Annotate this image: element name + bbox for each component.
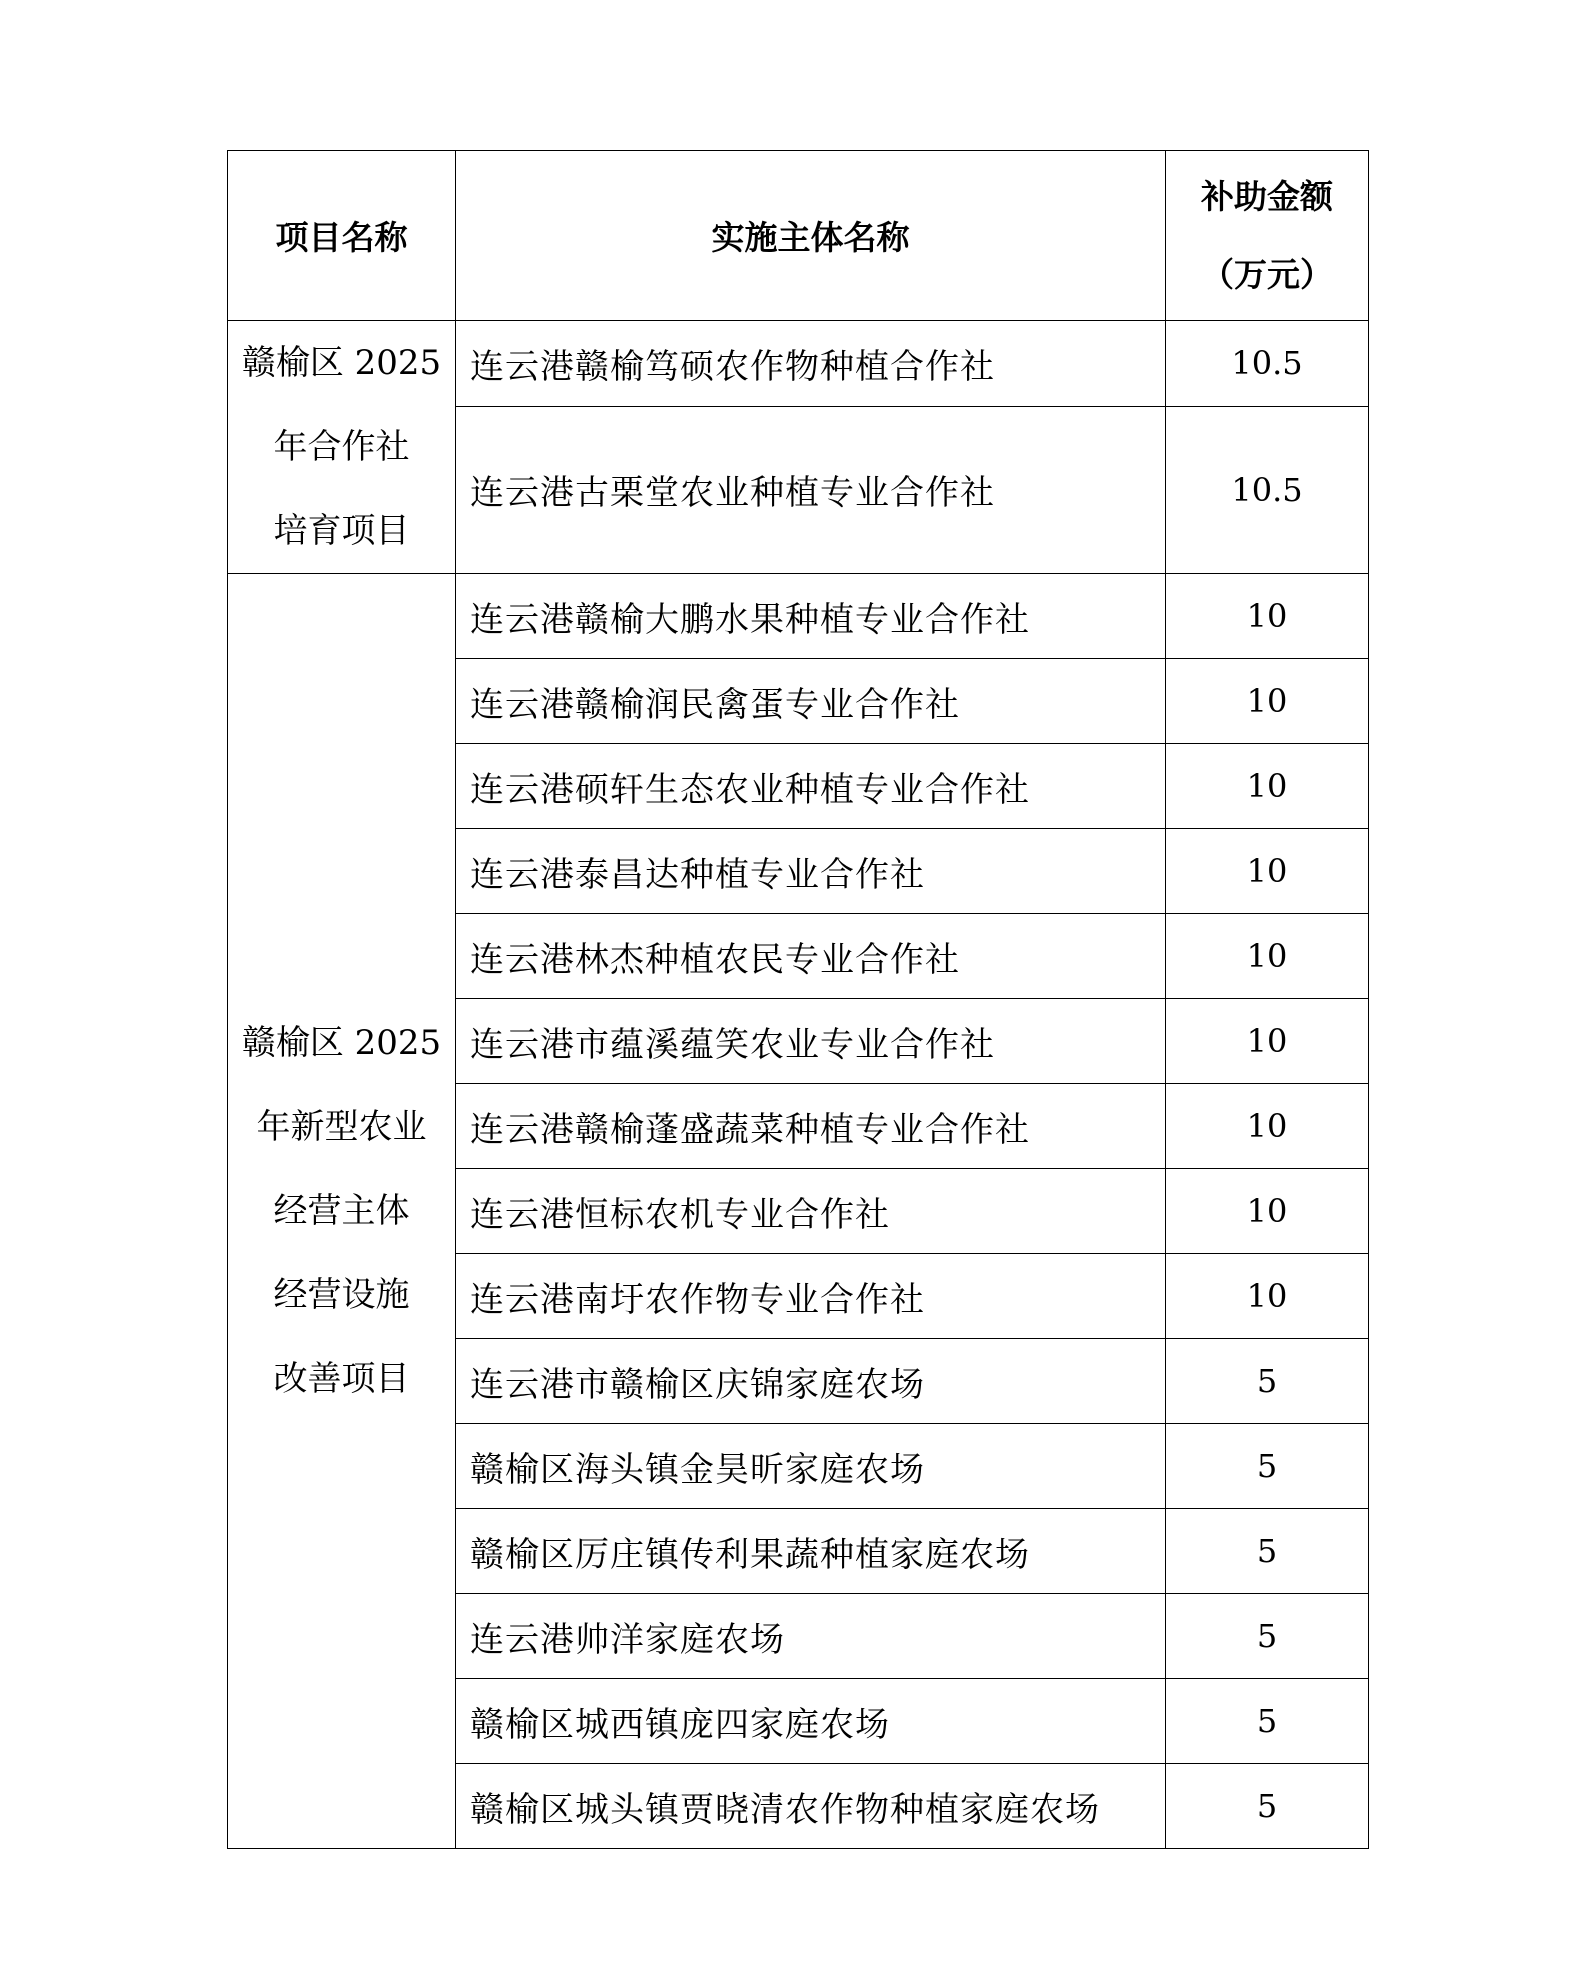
subsidy-amount-cell: 10 [1166, 914, 1369, 999]
header-subsidy-amount [1166, 151, 1369, 321]
project-name-line: 经营设施 [273, 1275, 410, 1315]
subsidy-amount-cell: 5 [1166, 1594, 1369, 1679]
subsidy-amount-cell: 10 [1166, 829, 1369, 914]
subsidy-amount-cell: 10 [1166, 574, 1369, 659]
entity-name-cell: 连云港南圩农作物专业合作社 [456, 1254, 1166, 1339]
entity-name-cell: 连云港恒标农机专业合作社 [456, 1169, 1166, 1254]
subsidy-amount-cell: 10 [1166, 1169, 1369, 1254]
entity-name-cell: 连云港赣榆大鹏水果种植专业合作社 [456, 574, 1166, 659]
entity-name-cell: 赣榆区海头镇金昊昕家庭农场 [456, 1424, 1166, 1509]
table-header-row [228, 151, 1369, 321]
entity-name-cell: 赣榆区城西镇庞四家庭农场 [456, 1679, 1166, 1764]
project-name-line: 改善项目 [273, 1359, 410, 1399]
project-name-line: 年新型农业 [256, 1107, 427, 1147]
project-name-line: 赣榆区 2025 [241, 1023, 442, 1063]
subsidy-amount-cell: 5 [1166, 1339, 1369, 1424]
project-name-line: 赣榆区 2025 [241, 343, 442, 383]
header-project-name: 项目名称 [228, 151, 456, 321]
entity-name-cell: 赣榆区城头镇贾晓清农作物种植家庭农场 [456, 1764, 1166, 1849]
project-name-line: 培育项目 [273, 511, 410, 551]
entity-name-cell: 连云港硕轩生态农业种植专业合作社 [456, 744, 1166, 829]
project-name-cell [228, 574, 456, 1849]
subsidy-amount-cell: 10 [1166, 999, 1369, 1084]
table-row [228, 574, 1369, 659]
entity-name-cell: 连云港泰昌达种植专业合作社 [456, 829, 1166, 914]
entity-name-cell: 连云港古栗堂农业种植专业合作社 [456, 406, 1166, 573]
subsidy-amount-cell: 5 [1166, 1764, 1369, 1849]
entity-name-cell: 连云港林杰种植农民专业合作社 [456, 914, 1166, 999]
subsidy-amount-cell: 10.5 [1166, 321, 1369, 407]
subsidy-amount-cell: 10 [1166, 1084, 1369, 1169]
project-name-line: 年合作社 [273, 427, 410, 467]
project-name-cell [228, 321, 456, 574]
entity-name-cell: 赣榆区厉庄镇传利果蔬种植家庭农场 [456, 1509, 1166, 1594]
subsidy-amount-cell: 10 [1166, 1254, 1369, 1339]
header-amount-unit: （万元） [1201, 254, 1333, 294]
subsidy-amount-cell: 10 [1166, 744, 1369, 829]
subsidy-amount-cell: 10.5 [1166, 406, 1369, 573]
subsidy-amount-cell: 5 [1166, 1679, 1369, 1764]
project-name-line: 经营主体 [273, 1191, 410, 1231]
header-entity-name: 实施主体名称 [456, 151, 1166, 321]
subsidy-amount-cell: 10 [1166, 659, 1369, 744]
entity-name-cell: 连云港赣榆润民禽蛋专业合作社 [456, 659, 1166, 744]
subsidy-table [227, 150, 1369, 1849]
entity-name-cell: 连云港市赣榆区庆锦家庭农场 [456, 1339, 1166, 1424]
entity-name-cell: 连云港赣榆笃硕农作物种植合作社 [456, 321, 1166, 407]
entity-name-cell: 连云港市蕴溪蕴笑农业专业合作社 [456, 999, 1166, 1084]
subsidy-amount-cell: 5 [1166, 1509, 1369, 1594]
header-amount-label: 补助金额 [1201, 176, 1333, 216]
subsidy-amount-cell: 5 [1166, 1424, 1369, 1509]
entity-name-cell: 连云港赣榆蓬盛蔬菜种植专业合作社 [456, 1084, 1166, 1169]
table-row [228, 321, 1369, 407]
entity-name-cell: 连云港帅洋家庭农场 [456, 1594, 1166, 1679]
